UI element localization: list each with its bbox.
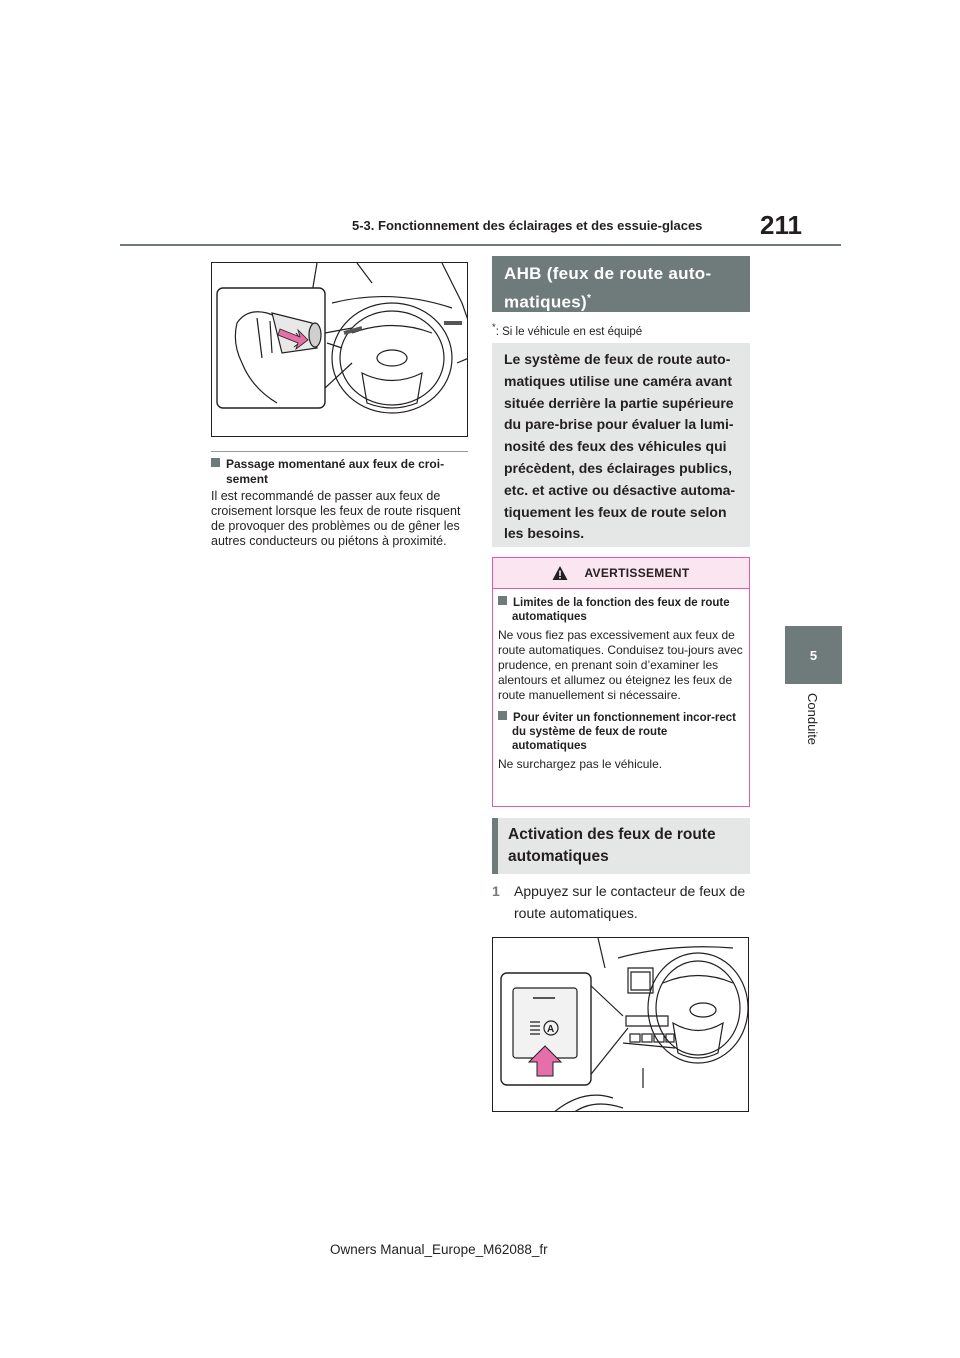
warning-item-heading-text: Limites de la fonction des feux de route automatiques	[512, 597, 730, 623]
warning-item-body: Ne vous fiez pas excessivement aux feux de route automatiques. Conduisez tou-jours avec prudence, en prenant soin d’examiner les alentours et allumez ou éteignez les feux de route manuellement si nécessaire.	[498, 628, 743, 702]
heading-line2: sement	[226, 472, 269, 486]
momentary-low-beam-heading	[211, 457, 469, 487]
headlight-lever-illustration	[211, 262, 468, 437]
chapter-label	[802, 693, 822, 763]
step-item	[492, 880, 750, 924]
warning-item-body: Ne surchargez pas le véhicule.	[498, 757, 663, 771]
equipment-footnote	[492, 322, 642, 338]
momentary-low-beam-body: Il est recommandé de passer aux feux de croisement lorsque les feux de route risquent de provoquer des problèmes ou de gêner les autres conducteurs ou piétons à proximité.	[211, 489, 461, 548]
svg-text:A: A	[547, 1024, 555, 1035]
heading-line1: Passage momentané aux feux de croi-	[226, 457, 445, 471]
ahb-section-heading	[492, 256, 750, 312]
ahb-summary-box: Le système de feux de route auto-matiques utilise une caméra avant située derrière la partie supérieure du pare-brise pour évaluer la lumi-nosité des feux des véhicules qui précèdent, des éclairages publics, etc. et active ou désactive automa-tiquement les feux de route selon les besoins.	[492, 343, 750, 547]
page-number: 211	[760, 210, 802, 240]
warning-content	[493, 589, 749, 772]
chapter-label-text: Conduite	[805, 693, 820, 746]
warning-item-heading-text: Pour éviter un fonctionnement incor-rect du système de feux de route automatiques	[512, 712, 736, 752]
bullet-square-icon	[498, 711, 507, 720]
ahb-switch-illustration	[492, 937, 749, 1112]
step-text: Appuyez sur le contacteur de feux de route automatiques.	[514, 883, 746, 921]
warning-title: AVERTISSEMENT	[584, 566, 690, 580]
bullet-square-icon	[498, 596, 507, 605]
warning-item-heading	[498, 711, 744, 753]
bullet-square-icon	[211, 458, 220, 467]
document-id-footer: Owners Manual_Europe_M62088_fr	[330, 1242, 548, 1257]
warning-header	[493, 558, 749, 589]
ahb-heading-mark: *	[587, 293, 592, 304]
warning-triangle-icon	[552, 565, 568, 581]
figure-divider	[211, 451, 468, 452]
footnote-mark: *	[492, 322, 496, 333]
ahb-heading-line2: matiques)	[504, 292, 587, 312]
footnote-text: : Si le véhicule en est équipé	[495, 325, 643, 338]
activation-section-heading: Activation des feux de route automatiques	[492, 818, 750, 874]
ahb-heading-line1: AHB (feux de route auto-	[504, 264, 712, 283]
header-divider	[120, 244, 841, 246]
section-title: 5-3. Fonctionnement des éclairages et des essuie-glaces	[352, 218, 703, 233]
warning-box	[492, 557, 750, 807]
step-number: 1	[492, 883, 500, 899]
chapter-number-tab: 5	[785, 626, 842, 684]
warning-item-heading	[498, 596, 744, 624]
